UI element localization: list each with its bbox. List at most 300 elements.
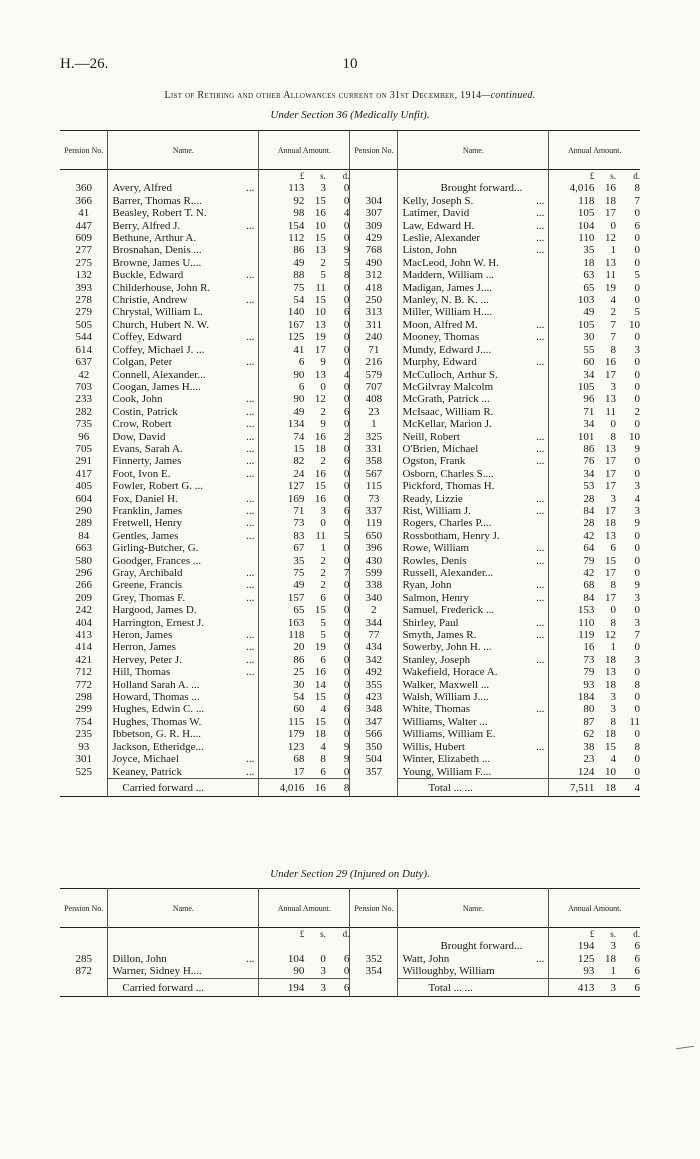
amount-pence: 0 xyxy=(634,368,640,381)
amount-pence: 0 xyxy=(343,418,350,431)
total-pence: 6 xyxy=(616,978,640,996)
pensioner-name-text: O'Brien, Michael xyxy=(402,442,479,455)
amount-pence: 0 xyxy=(343,182,350,195)
pensioner-name xyxy=(108,220,259,232)
amount-pounds: 90 xyxy=(259,965,305,978)
total-pounds: 7,511 xyxy=(549,778,595,796)
pension-no xyxy=(350,940,398,952)
annual-amount-header: Annual Amount. xyxy=(549,889,640,928)
amount-pence: 0 xyxy=(634,244,640,257)
pensioner-name-text: Samuel, Frederick ... xyxy=(402,604,495,617)
pension-no: 505 xyxy=(75,318,92,331)
amount-pence: 7 xyxy=(634,629,640,642)
pensioner-name-text: Williams, William E. xyxy=(402,728,496,741)
amount-shillings: 0 xyxy=(610,418,616,431)
amount-pence: 0 xyxy=(343,393,350,406)
amount-shillings: 3 xyxy=(610,691,616,704)
pensioner-name xyxy=(398,282,549,294)
pensioner-name xyxy=(108,555,259,567)
amount-pounds: 184 xyxy=(549,691,595,703)
leader-dots: ... xyxy=(536,455,545,468)
table-row xyxy=(60,965,640,978)
pensioner-name xyxy=(108,654,259,666)
currency-spacer xyxy=(350,170,398,183)
pension-no: 298 xyxy=(75,691,92,704)
amount-pence: 0 xyxy=(634,765,640,778)
pension-no: 115 xyxy=(350,480,398,492)
pensioner-name xyxy=(108,319,259,331)
pension-no: 404 xyxy=(75,616,92,629)
amount-pounds: 49 xyxy=(259,579,305,591)
amount-pounds: 35 xyxy=(549,244,595,256)
amount-shillings: 13 xyxy=(604,666,616,679)
total-label: Total ... ... xyxy=(398,778,549,796)
pensioner-name-text: Neill, Robert xyxy=(402,430,460,443)
pension-no: 84 xyxy=(78,529,90,542)
currency-spacer xyxy=(398,170,549,183)
amount-pounds: 62 xyxy=(549,728,595,740)
leader-dots: ... xyxy=(536,318,545,331)
pensioner-name-text: Rowles, Denis xyxy=(402,554,467,567)
pensioner-name-text: Christie, Andrew xyxy=(112,294,188,307)
pension-no: 304 xyxy=(350,195,398,207)
pensioner-name-text: Costin, Patrick xyxy=(112,405,178,418)
table-row xyxy=(60,716,640,728)
pensioner-name xyxy=(108,257,259,269)
pensioner-name xyxy=(398,753,549,765)
pensioner-name xyxy=(398,641,549,653)
amount-pounds: 105 xyxy=(549,207,595,219)
amount-pounds: 167 xyxy=(259,319,305,331)
amount-pounds: 84 xyxy=(549,505,595,517)
pension-no: 492 xyxy=(350,666,398,678)
pension-no: 119 xyxy=(350,517,398,529)
amount-pounds: 127 xyxy=(259,480,305,492)
pensioner-name-text: Howard, Thomas ... xyxy=(112,691,200,704)
pension-no: 309 xyxy=(350,220,398,232)
pensioner-name-text: Maddern, William ... xyxy=(402,269,495,282)
pension-no: 312 xyxy=(350,269,398,281)
pensioner-name-text: Winter, Elizabeth ... xyxy=(402,753,491,766)
amount-shillings: 8 xyxy=(610,343,616,356)
amount-shillings: 4 xyxy=(320,703,326,716)
pensioner-name xyxy=(108,592,259,604)
pension-no: 355 xyxy=(350,679,398,691)
pensioner-name xyxy=(398,629,549,641)
leader-dots: ... xyxy=(246,629,255,642)
pensioner-name xyxy=(108,381,259,393)
pensioner-name xyxy=(108,443,259,455)
pension-no: 279 xyxy=(75,306,92,319)
leader-dots: ... xyxy=(536,740,545,753)
amount-pence: 4 xyxy=(634,492,640,505)
amount-pence: 9 xyxy=(634,517,640,530)
table-row xyxy=(60,282,640,294)
pensioner-name-text: Williams, Walter ... xyxy=(402,715,488,728)
pensioner-name-text: Willis, Hubert xyxy=(402,740,465,753)
leader-dots: ... xyxy=(246,219,255,232)
currency-spacer xyxy=(108,170,259,183)
pensioner-name-text: Pickford, Thomas H. xyxy=(402,480,495,493)
amount-pence: 0 xyxy=(343,641,350,654)
leader-dots: ... xyxy=(246,182,255,195)
amount-shillings: 15 xyxy=(314,232,326,245)
amount-shillings: 17 xyxy=(604,207,616,220)
amount-shillings: 0 xyxy=(610,219,616,232)
pensioner-name-text: White, Thomas xyxy=(402,703,471,716)
pensioner-name-text: Brought forward... xyxy=(440,182,523,195)
pension-no: 429 xyxy=(350,232,398,244)
table-row xyxy=(60,741,640,753)
amount-pounds: 83 xyxy=(259,530,305,542)
pensioner-name-text: Ryan, John xyxy=(402,579,452,592)
amount-pounds: 49 xyxy=(259,406,305,418)
table-row xyxy=(60,766,640,779)
amount-pounds: 73 xyxy=(259,517,305,529)
amount-pounds: 194 xyxy=(549,940,595,952)
amount-pence: 0 xyxy=(343,666,350,679)
amount-shillings: 3 xyxy=(610,940,616,953)
amount-pounds: 153 xyxy=(549,604,595,616)
amount-pence: 8 xyxy=(343,269,350,282)
amount-shillings: 4 xyxy=(610,294,616,307)
pensioner-name-text: Walker, Maxwell ... xyxy=(402,678,490,691)
leader-dots: ... xyxy=(246,653,255,666)
pensioner-name-text: Rowe, William xyxy=(402,542,470,555)
carried-forward-pence: 6 xyxy=(326,978,350,996)
pensioner-name-text: Crow, Robert xyxy=(112,418,172,431)
table-row xyxy=(60,207,640,219)
pensioner-name-text: Ibbetson, G. R. H.... xyxy=(112,728,202,741)
table-row xyxy=(60,703,640,715)
pensioner-name xyxy=(398,356,549,368)
carried-forward-shillings: 16 xyxy=(304,778,326,796)
pension-no: 366 xyxy=(75,194,92,207)
amount-pence: 0 xyxy=(634,703,640,716)
leader-dots: ... xyxy=(246,418,255,431)
pension-no: 235 xyxy=(75,728,92,741)
section-29-table xyxy=(60,888,640,997)
amount-shillings: 17 xyxy=(604,467,616,480)
leader-dots: ... xyxy=(536,616,545,629)
amount-pounds: 75 xyxy=(259,567,305,579)
table-row xyxy=(60,232,640,244)
pension-no: 250 xyxy=(350,294,398,306)
pension-no: 132 xyxy=(75,269,92,282)
table-row xyxy=(60,728,640,740)
pensioner-name-text: Colgan, Peter xyxy=(112,356,173,369)
pension-no: 423 xyxy=(350,691,398,703)
amount-pence: 0 xyxy=(343,480,350,493)
amount-pence: 0 xyxy=(634,256,640,269)
pensioner-name xyxy=(108,753,259,765)
leader-dots: ... xyxy=(536,219,545,232)
amount-pounds: 74 xyxy=(259,431,305,443)
pension-no: 233 xyxy=(75,393,92,406)
amount-pence: 0 xyxy=(634,356,640,369)
amount-shillings: 19 xyxy=(604,281,616,294)
pension-no: 413 xyxy=(75,629,92,642)
amount-shillings: 18 xyxy=(604,952,616,965)
pensioner-name xyxy=(398,666,549,678)
pensioner-name xyxy=(398,480,549,492)
pension-no: 347 xyxy=(350,716,398,728)
amount-shillings: 15 xyxy=(314,194,326,207)
amount-shillings: 16 xyxy=(604,356,616,369)
pensioner-name xyxy=(398,406,549,418)
table-row xyxy=(60,542,640,554)
amount-pence: 4 xyxy=(343,207,350,220)
amount-pence: 0 xyxy=(634,393,640,406)
amount-shillings: 16 xyxy=(314,207,326,220)
amount-pence: 0 xyxy=(343,281,350,294)
currency-spacer xyxy=(350,928,398,941)
pensioner-name-text: Walsh, William J.... xyxy=(402,691,489,704)
carried-forward-label: Carried forward ... xyxy=(108,978,259,996)
pension-no-header: Pension No. xyxy=(64,903,104,913)
pensioner-name-text: Manley, N. B. K. ... xyxy=(402,294,489,307)
amount-pounds: 125 xyxy=(259,331,305,343)
pension-no: 358 xyxy=(350,455,398,467)
pensioner-name-text: Coogan, James H.... xyxy=(112,380,201,393)
amount-pounds: 124 xyxy=(549,766,595,779)
pensioner-name xyxy=(398,691,549,703)
leader-dots: ... xyxy=(536,554,545,567)
amount-pence: 6 xyxy=(634,219,640,232)
amount-pounds: 65 xyxy=(259,604,305,616)
pensioner-name-text: Sowerby, John H. ... xyxy=(402,641,492,654)
amount-shillings: 2 xyxy=(320,579,326,592)
leader-dots: ... xyxy=(246,356,255,369)
amount-pounds: 24 xyxy=(259,468,305,480)
footer-row xyxy=(60,778,640,796)
pensioner-name-text: Barrer, Thomas R.... xyxy=(112,194,202,207)
table-row xyxy=(60,381,640,393)
amount-pence: 0 xyxy=(634,455,640,468)
name-header: Name. xyxy=(398,889,549,928)
amount-pence: 0 xyxy=(634,753,640,766)
pension-no: 544 xyxy=(75,331,92,344)
pension-no: 340 xyxy=(350,592,398,604)
amount-pence: 0 xyxy=(343,765,350,778)
pensioner-name xyxy=(108,666,259,678)
leader-dots: ... xyxy=(536,356,545,369)
pension-no xyxy=(350,182,398,194)
pension-no-header: Pension No. xyxy=(350,131,398,170)
amount-pence: 2 xyxy=(634,405,640,418)
table-row xyxy=(60,666,640,678)
pension-no: 414 xyxy=(75,641,92,654)
currency-spacer xyxy=(108,928,259,941)
pension-no: 42 xyxy=(78,368,90,381)
pensioner-name xyxy=(398,965,549,978)
currency-pound-label: £ xyxy=(259,170,305,183)
table-row xyxy=(60,530,640,542)
amount-pence: 3 xyxy=(634,616,640,629)
amount-pounds: 88 xyxy=(259,269,305,281)
amount-pounds: 98 xyxy=(259,207,305,219)
amount-pounds: 105 xyxy=(549,319,595,331)
pensioner-name-text: McCulloch, Arthur S. xyxy=(402,368,498,381)
pensioner-name-text: Franklin, James xyxy=(112,504,183,517)
amount-pounds: 41 xyxy=(259,344,305,356)
pensioner-name xyxy=(108,468,259,480)
pensioner-name-text: Heron, James xyxy=(112,629,173,642)
table-row xyxy=(60,641,640,653)
table-row xyxy=(60,468,640,480)
total-shillings: 3 xyxy=(594,978,616,996)
pensioner-name-text: Childerhouse, John R. xyxy=(112,281,211,294)
amount-pounds: 93 xyxy=(549,965,595,978)
amount-pence: 0 xyxy=(634,604,640,617)
amount-shillings: 2 xyxy=(320,567,326,579)
amount-pounds: 86 xyxy=(549,443,595,455)
amount-pounds: 93 xyxy=(549,679,595,691)
pensioner-name xyxy=(108,691,259,703)
currency-pence-label: d. xyxy=(342,929,350,939)
footer-spacer xyxy=(60,778,108,796)
table-row xyxy=(60,220,640,232)
pensioner-name-text: Salmon, Henry xyxy=(402,591,470,604)
amount-shillings: 15 xyxy=(314,480,326,493)
amount-pounds: 67 xyxy=(259,542,305,554)
amount-pounds: 65 xyxy=(549,282,595,294)
pensioner-name xyxy=(108,679,259,691)
annual-amount-header: Annual Amount. xyxy=(259,131,350,170)
pensioner-name-text: Grey, Thomas F. xyxy=(112,591,186,604)
pensioner-name-text: Ready, Lizzie xyxy=(402,492,463,505)
amount-shillings: 5 xyxy=(320,629,326,642)
pension-no: 604 xyxy=(75,492,92,505)
amount-pounds: 86 xyxy=(259,244,305,256)
amount-shillings: 1 xyxy=(610,965,616,978)
list-title xyxy=(0,90,700,101)
amount-pounds: 15 xyxy=(259,443,305,455)
leader-dots: ... xyxy=(536,504,545,517)
amount-pounds: 4,016 xyxy=(549,182,595,194)
pension-no: 73 xyxy=(350,493,398,505)
pensioner-name-text: Hughes, Thomas W. xyxy=(112,715,202,728)
amount-pounds: 60 xyxy=(259,703,305,715)
pensioner-name xyxy=(398,953,549,965)
pensioner-name-text: Law, Edward H. xyxy=(402,219,475,232)
amount-pence: 0 xyxy=(634,554,640,567)
pensioner-name-text: Hill, Thomas xyxy=(112,666,171,679)
amount-pence: 0 xyxy=(634,281,640,294)
table-row xyxy=(60,344,640,356)
pension-no: 599 xyxy=(350,567,398,579)
pension-no: 216 xyxy=(350,356,398,368)
amount-shillings: 4 xyxy=(320,740,326,753)
amount-pounds: 30 xyxy=(259,679,305,691)
pension-no: 430 xyxy=(350,555,398,567)
leader-dots: ... xyxy=(536,244,545,257)
pension-no: 772 xyxy=(75,678,92,691)
amount-pounds: 42 xyxy=(549,530,595,542)
leader-dots: ... xyxy=(246,579,255,592)
amount-shillings: 17 xyxy=(604,567,616,579)
amount-pounds: 68 xyxy=(549,579,595,591)
amount-shillings: 10 xyxy=(604,765,616,778)
pensioner-name-text: Moon, Alfred M. xyxy=(402,318,478,331)
pensioner-name-text: Fretwell, Henry xyxy=(112,517,183,530)
amount-pounds: 20 xyxy=(259,641,305,653)
amount-shillings: 2 xyxy=(320,256,326,269)
pension-no: 313 xyxy=(350,306,398,318)
section-29-title: Under Section 29 (Injured on Duty). xyxy=(270,868,430,880)
pension-no: 296 xyxy=(75,567,92,579)
margin-mark xyxy=(676,1046,694,1049)
pensioner-name xyxy=(398,443,549,455)
pensioner-name xyxy=(398,381,549,393)
amount-shillings: 17 xyxy=(314,343,326,356)
pensioner-name xyxy=(398,269,549,281)
amount-shillings: 9 xyxy=(320,418,326,431)
pensioner-name xyxy=(108,418,259,430)
pensioner-name-text: Watt, John xyxy=(402,952,450,965)
pensioner-name-text: Madigan, James J.... xyxy=(402,281,492,294)
amount-shillings: 17 xyxy=(604,480,616,493)
amount-pence: 0 xyxy=(343,653,350,666)
table-body xyxy=(60,170,640,797)
pension-no: 291 xyxy=(75,455,92,468)
pensioner-name-text: Coffey, Michael J. ... xyxy=(112,343,205,356)
annual-amount-header: Annual Amount. xyxy=(259,889,350,928)
table-row xyxy=(60,579,640,591)
pension-no: 637 xyxy=(75,356,92,369)
currency-row xyxy=(60,170,640,183)
amount-shillings: 14 xyxy=(314,678,326,691)
pension-no: 872 xyxy=(75,965,92,978)
pensioner-name-text: Gray, Archibald xyxy=(112,567,183,579)
leader-dots: ... xyxy=(536,430,545,443)
amount-shillings: 8 xyxy=(610,616,616,629)
table-row xyxy=(60,393,640,405)
pensioner-name xyxy=(398,393,549,405)
amount-pounds: 140 xyxy=(259,306,305,318)
amount-shillings: 5 xyxy=(320,616,326,629)
pension-no: 735 xyxy=(75,418,92,431)
amount-pounds: 42 xyxy=(549,567,595,579)
amount-pounds: 82 xyxy=(259,455,305,467)
pensioner-name-text: Bethune, Arthur A. xyxy=(112,232,197,245)
pensioner-name-text: Willoughby, William xyxy=(402,965,495,978)
pension-no: 282 xyxy=(75,405,92,418)
amount-pence: 0 xyxy=(343,604,350,617)
table-row xyxy=(60,356,640,368)
name-header: Name. xyxy=(108,131,259,170)
pensioner-name-text: Greene, Francis xyxy=(112,579,183,592)
amount-shillings: 5 xyxy=(320,269,326,282)
pensioner-name xyxy=(398,703,549,715)
pensioner-name xyxy=(108,393,259,405)
pensioner-name xyxy=(108,703,259,715)
leader-dots: ... xyxy=(246,517,255,530)
table-row xyxy=(60,294,640,306)
pensioner-name xyxy=(398,244,549,256)
leader-dots: ... xyxy=(246,467,255,480)
pensioner-name-text: McKellar, Marion J. xyxy=(402,418,492,431)
pensioner-name-text: Hervey, Peter J. xyxy=(112,653,182,666)
pensioner-name-text: Wakefield, Horace A. xyxy=(402,666,498,679)
amount-pounds: 110 xyxy=(549,617,595,629)
pensioner-name xyxy=(108,617,259,629)
amount-shillings: 2 xyxy=(320,554,326,567)
carried-forward-pounds: 194 xyxy=(259,978,305,996)
section-36-table xyxy=(60,130,640,797)
pensioner-name xyxy=(108,356,259,368)
pensioner-name-text: Goodger, Frances ... xyxy=(112,554,202,567)
